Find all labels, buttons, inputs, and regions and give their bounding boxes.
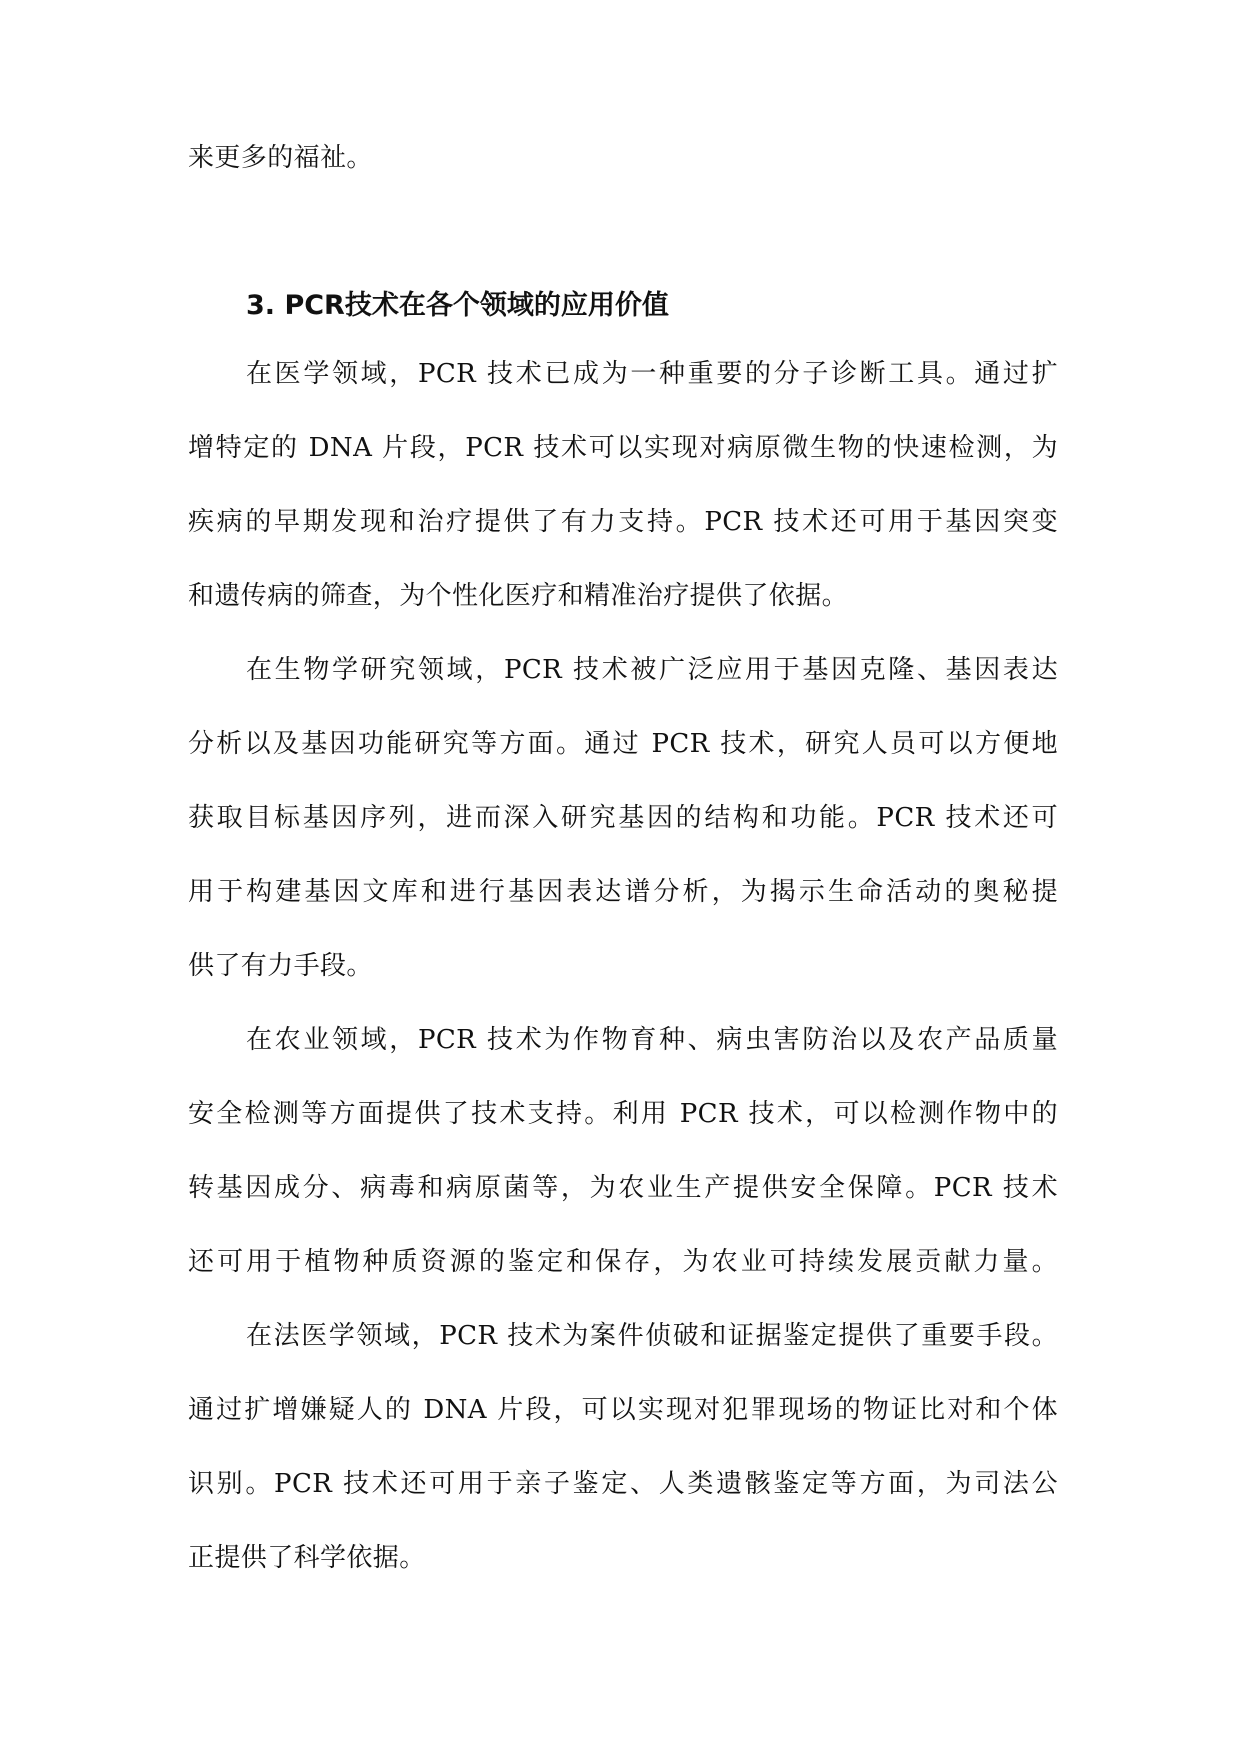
paragraph-line: 用于构建基因文库和进行基因表达谱分析，为揭示生命活动的奥秘提 xyxy=(188,877,1058,907)
paragraph-line: 供了有力手段。 xyxy=(188,951,373,981)
opening-line: 来更多的福祉。 xyxy=(188,143,373,173)
document-page xyxy=(188,142,1058,1574)
paragraph-line: 增特定的 DNA 片段，PCR 技术可以实现对病原微生物的快速检测，为 xyxy=(188,433,1058,463)
paragraph-line: 转基因成分、病毒和病原菌等，为农业生产提供安全保障。PCR 技术 xyxy=(188,1173,1058,1203)
paragraph-line: 还可用于植物种质资源的鉴定和保存，为农业可持续发展贡献力量。 xyxy=(188,1247,1058,1277)
paragraph-line: 通过扩增嫌疑人的 DNA 片段，可以实现对犯罪现场的物证比对和个体 xyxy=(188,1395,1058,1425)
paragraph-line: 分析以及基因功能研究等方面。通过 PCR 技术，研究人员可以方便地 xyxy=(188,729,1058,759)
paragraph-line: 在生物学研究领域，PCR 技术被广泛应用于基因克隆、基因表达 xyxy=(246,655,1058,685)
paragraph-line: 在法医学领域，PCR 技术为案件侦破和证据鉴定提供了重要手段。 xyxy=(246,1321,1058,1351)
paragraph-line: 安全检测等方面提供了技术支持。利用 PCR 技术，可以检测作物中的 xyxy=(188,1099,1058,1129)
paragraph-forensics xyxy=(188,1320,1058,1574)
paragraph-line: 正提供了科学依据。 xyxy=(188,1543,426,1573)
paragraph-agriculture xyxy=(188,1024,1058,1278)
paragraph-line: 和遗传病的筛查，为个性化医疗和精准治疗提供了依据。 xyxy=(188,581,849,611)
paragraph-medicine xyxy=(188,358,1058,612)
paragraph-line: 获取目标基因序列，进而深入研究基因的结构和功能。PCR 技术还可 xyxy=(188,803,1058,833)
paragraph-line: 疾病的早期发现和治疗提供了有力支持。PCR 技术还可用于基因突变 xyxy=(188,507,1058,537)
section-heading: 3. PCR技术在各个领域的应用价值 xyxy=(246,290,669,321)
paragraph-line: 在医学领域，PCR 技术已成为一种重要的分子诊断工具。通过扩 xyxy=(246,359,1058,389)
paragraph-line: 在农业领域，PCR 技术为作物育种、病虫害防治以及农产品质量 xyxy=(246,1025,1058,1055)
paragraph-biology xyxy=(188,654,1058,982)
paragraph-line: 识别。PCR 技术还可用于亲子鉴定、人类遗骸鉴定等方面，为司法公 xyxy=(188,1469,1058,1499)
